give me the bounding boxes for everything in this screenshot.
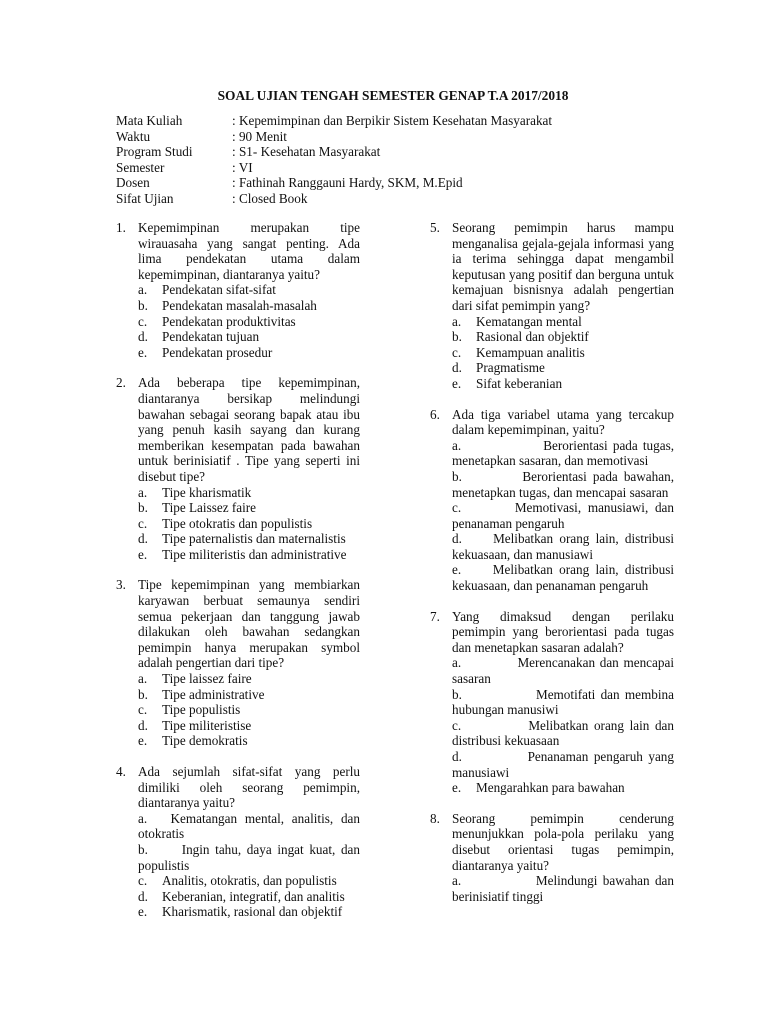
question-6 xyxy=(430,407,674,594)
document-title: SOAL UJIAN TENGAH SEMESTER GENAP T.A 2017/2018 xyxy=(217,88,569,103)
option-text: Tipe laissez faire xyxy=(162,671,252,687)
option-e xyxy=(452,780,674,796)
option-text: Tipe kharismatik xyxy=(162,484,252,500)
option-letter: c. xyxy=(452,344,462,360)
option-d xyxy=(138,889,360,905)
option-text: Tipe demokratis xyxy=(162,733,248,749)
option-letter: d. xyxy=(452,360,462,376)
option-letter: e. xyxy=(452,375,462,391)
option-text: Analitis, otokratis, dan populistis xyxy=(162,873,337,889)
option-a xyxy=(138,671,360,687)
info-row-exam-type xyxy=(116,191,552,207)
option-letter: e. xyxy=(138,344,148,360)
option-text: Ingin tahu, daya ingat kuat, dan populistis xyxy=(138,841,360,873)
option-text: Tipe otokratis dan populistis xyxy=(162,515,313,531)
question-text: Seorang pemimpin cenderung menunjukkan pola-pola perilaku yang disebut orientasi tugas pemimpin, diantaranya yaitu? xyxy=(452,810,674,873)
option-letter: d. xyxy=(138,717,148,733)
info-label: Waktu xyxy=(116,128,151,144)
question-number: 3. xyxy=(116,577,126,593)
question-number: 7. xyxy=(430,608,440,624)
question-1 xyxy=(116,220,360,360)
question-2 xyxy=(116,375,360,562)
option-a xyxy=(452,873,674,904)
option-d xyxy=(138,329,360,345)
option-letter: c. xyxy=(138,515,148,531)
option-list xyxy=(138,282,360,360)
info-label: Semester xyxy=(116,159,165,175)
option-d xyxy=(452,360,674,376)
option-letter: e. xyxy=(452,562,462,578)
info-label: Mata Kuliah xyxy=(116,113,183,128)
option-text: Tipe paternalistis dan maternalistis xyxy=(162,531,346,547)
option-text: Pendekatan masalah-masalah xyxy=(162,297,317,313)
info-row-time xyxy=(116,129,552,145)
info-label: Dosen xyxy=(116,175,150,191)
option-e xyxy=(138,547,360,563)
info-label: Sifat Ujian xyxy=(116,190,174,206)
exam-info xyxy=(116,113,552,207)
option-e xyxy=(138,733,360,749)
option-e xyxy=(452,562,674,593)
option-text: Berorientasi pada bawahan, menetapkan tugas, dan mencapai sasaran xyxy=(452,468,674,500)
option-a xyxy=(138,811,360,842)
question-number: 2. xyxy=(116,375,126,391)
option-a xyxy=(452,438,674,469)
option-c xyxy=(138,314,360,330)
question-7 xyxy=(430,609,674,796)
option-text: Memotifati dan membina hubungan manusiwi xyxy=(452,686,674,718)
option-e xyxy=(138,345,360,361)
option-a xyxy=(138,282,360,298)
option-letter: e. xyxy=(138,733,148,749)
option-list xyxy=(452,873,674,904)
option-e xyxy=(138,904,360,920)
option-b xyxy=(452,329,674,345)
option-d xyxy=(138,531,360,547)
question-text: Tipe kepemimpinan yang membiarkan karyawan berbuat semaunya sendiri semua pekerjaan dan tanggung jawab dilakukan oleh bawahan sedangkan pemimpin hanya merupakan symbol adalah pengertian dari tipe? xyxy=(138,577,360,671)
option-a xyxy=(452,655,674,686)
question-text: Seorang pemimpin harus mampu menganalisa gejala-gejala informasi yang ia terima sehingga dapat mengambil keputusan yang positif dan berguna untuk kemajuan bisnisnya adalah pengertian dari sifat pemimpin yang? xyxy=(452,220,674,313)
option-e xyxy=(452,376,674,392)
option-letter: a. xyxy=(138,671,148,687)
info-value: : VI xyxy=(232,159,253,175)
right-column xyxy=(430,220,674,904)
option-text: Kematangan mental, analitis, dan otokratis xyxy=(138,810,360,842)
option-text: Pendekatan prosedur xyxy=(162,344,273,360)
option-letter: a. xyxy=(452,655,462,671)
option-d xyxy=(452,749,674,780)
option-text: Tipe Laissez faire xyxy=(162,500,256,516)
option-letter: d. xyxy=(138,531,148,547)
option-list xyxy=(452,438,674,594)
option-text: Pragmatisme xyxy=(476,360,545,376)
option-text: Kharismatik, rasional dan objektif xyxy=(162,904,343,920)
option-c xyxy=(452,718,674,749)
question-4 xyxy=(116,764,360,920)
option-text: Rasional dan objektif xyxy=(476,329,589,345)
option-list xyxy=(138,811,360,920)
question-text: Ada tiga variabel utama yang tercakup dalam kepemimpinan, yaitu? xyxy=(452,406,674,438)
option-letter: b. xyxy=(452,468,462,484)
info-value: : Fathinah Ranggauni Hardy, SKM, M.Epid xyxy=(232,175,463,191)
option-b xyxy=(138,687,360,703)
info-row-program xyxy=(116,144,552,160)
info-value: : 90 Menit xyxy=(232,128,287,144)
option-text: Kematangan mental xyxy=(476,313,582,329)
option-letter: d. xyxy=(138,888,148,904)
option-text: Melibatkan orang lain dan distribusi kekuasaan xyxy=(452,717,675,749)
option-letter: a. xyxy=(452,873,462,889)
option-letter: d. xyxy=(452,749,462,764)
option-text: Tipe populistis xyxy=(162,702,241,718)
option-text: Sifat keberanian xyxy=(476,375,563,391)
question-number: 4. xyxy=(116,764,126,779)
option-letter: c. xyxy=(138,702,148,718)
option-letter: e. xyxy=(138,904,148,920)
option-c xyxy=(452,500,674,531)
option-c xyxy=(138,702,360,718)
option-c xyxy=(138,873,360,889)
option-text: Tipe militeristis dan administrative xyxy=(162,546,347,562)
question-number: 8. xyxy=(430,810,440,826)
option-text: Keberanian, integratif, dan analitis xyxy=(162,888,345,904)
question-8 xyxy=(430,811,674,905)
question-text: Ada beberapa tipe kepemimpinan, diantaranya bersikap melindungi bawahan sebagai seorang bapak atau ibu yang penuh kasih sayang dan kurang memberikan kesempatan pada bawahan untuk berinisiatif . Tipe yang seperti ini disebut tipe? xyxy=(138,375,360,484)
option-letter: a. xyxy=(138,810,148,826)
option-list xyxy=(138,671,360,749)
info-row-semester xyxy=(116,160,552,176)
option-text: Berorientasi pada tugas, menetapkan sasaran, dan memotivasi xyxy=(452,437,675,469)
option-text: Pendekatan sifat-sifat xyxy=(162,282,276,298)
option-letter: c. xyxy=(452,500,462,516)
option-b xyxy=(138,500,360,516)
option-list xyxy=(452,655,674,795)
option-letter: a. xyxy=(138,484,148,500)
option-letter: b. xyxy=(452,329,462,345)
option-letter: c. xyxy=(452,717,462,733)
option-text: Tipe administrative xyxy=(162,686,265,702)
option-letter: b. xyxy=(138,500,148,516)
option-letter: b. xyxy=(138,297,148,313)
option-letter: e. xyxy=(452,780,462,796)
option-a xyxy=(138,485,360,501)
option-text: Mengarahkan para bawahan xyxy=(476,780,625,796)
question-text: Yang dimaksud dengan perilaku pemimpin yang berorientasi pada tugas dan menetapkan sasaran adalah? xyxy=(452,608,674,655)
left-column xyxy=(116,220,360,920)
option-text: Memotivasi, manusiawi, dan penanaman pengaruh xyxy=(452,500,674,531)
option-d xyxy=(138,718,360,734)
question-text: Ada sejumlah sifat-sifat yang perlu dimiliki oleh seorang pemimpin, diantaranya yaitu? xyxy=(138,764,360,811)
option-list xyxy=(138,485,360,563)
info-value: : S1- Kesehatan Masyarakat xyxy=(232,144,381,160)
option-letter: a. xyxy=(452,313,462,329)
option-c xyxy=(452,345,674,361)
question-text: Kepemimpinan merupakan tipe wirauasaha yang sangat penting. Ada lima pendekatan utama dalam kepemimpinan, diantaranya yaitu? xyxy=(138,220,360,282)
option-text: Pendekatan produktivitas xyxy=(162,313,296,329)
info-label: Program Studi xyxy=(116,144,193,160)
option-text: Melindungi bawahan dan berinisiatif tinggi xyxy=(452,873,674,904)
option-text: Melibatkan orang lain, distribusi kekuasaan, dan penanaman pengaruh xyxy=(452,562,675,594)
option-letter: a. xyxy=(452,437,462,453)
question-5 xyxy=(430,220,674,392)
option-b xyxy=(452,469,674,500)
option-letter: d. xyxy=(452,531,462,547)
option-text: Merencanakan dan mencapai sasaran xyxy=(452,655,674,687)
option-text: Kemampuan analitis xyxy=(476,344,585,360)
option-b xyxy=(138,298,360,314)
question-number: 5. xyxy=(430,220,440,235)
option-letter: e. xyxy=(138,546,148,562)
option-d xyxy=(452,531,674,562)
info-value: : Kepemimpinan dan Berpikir Sistem Kesehatan Masyarakat xyxy=(232,113,553,128)
option-b xyxy=(452,687,674,718)
option-letter: b. xyxy=(138,841,148,857)
question-number: 6. xyxy=(430,406,440,422)
info-row-lecturer xyxy=(116,175,552,191)
question-3 xyxy=(116,577,360,749)
option-letter: b. xyxy=(138,686,148,702)
option-b xyxy=(138,842,360,873)
info-row-course xyxy=(116,113,552,129)
option-letter: d. xyxy=(138,329,148,345)
option-c xyxy=(138,516,360,532)
option-text: Tipe militeristise xyxy=(162,717,252,733)
option-text: Pendekatan tujuan xyxy=(162,329,260,345)
option-letter: c. xyxy=(138,873,148,889)
option-list xyxy=(452,314,674,392)
option-text: Melibatkan orang lain, distribusi kekuasaan, dan manusiawi xyxy=(452,531,675,562)
question-number: 1. xyxy=(116,220,126,235)
option-letter: b. xyxy=(452,686,462,702)
option-letter: a. xyxy=(138,282,148,298)
option-letter: c. xyxy=(138,313,148,329)
info-value: : Closed Book xyxy=(232,190,308,206)
option-text: Penanaman pengaruh yang manusiawi xyxy=(452,749,674,780)
option-a xyxy=(452,314,674,330)
